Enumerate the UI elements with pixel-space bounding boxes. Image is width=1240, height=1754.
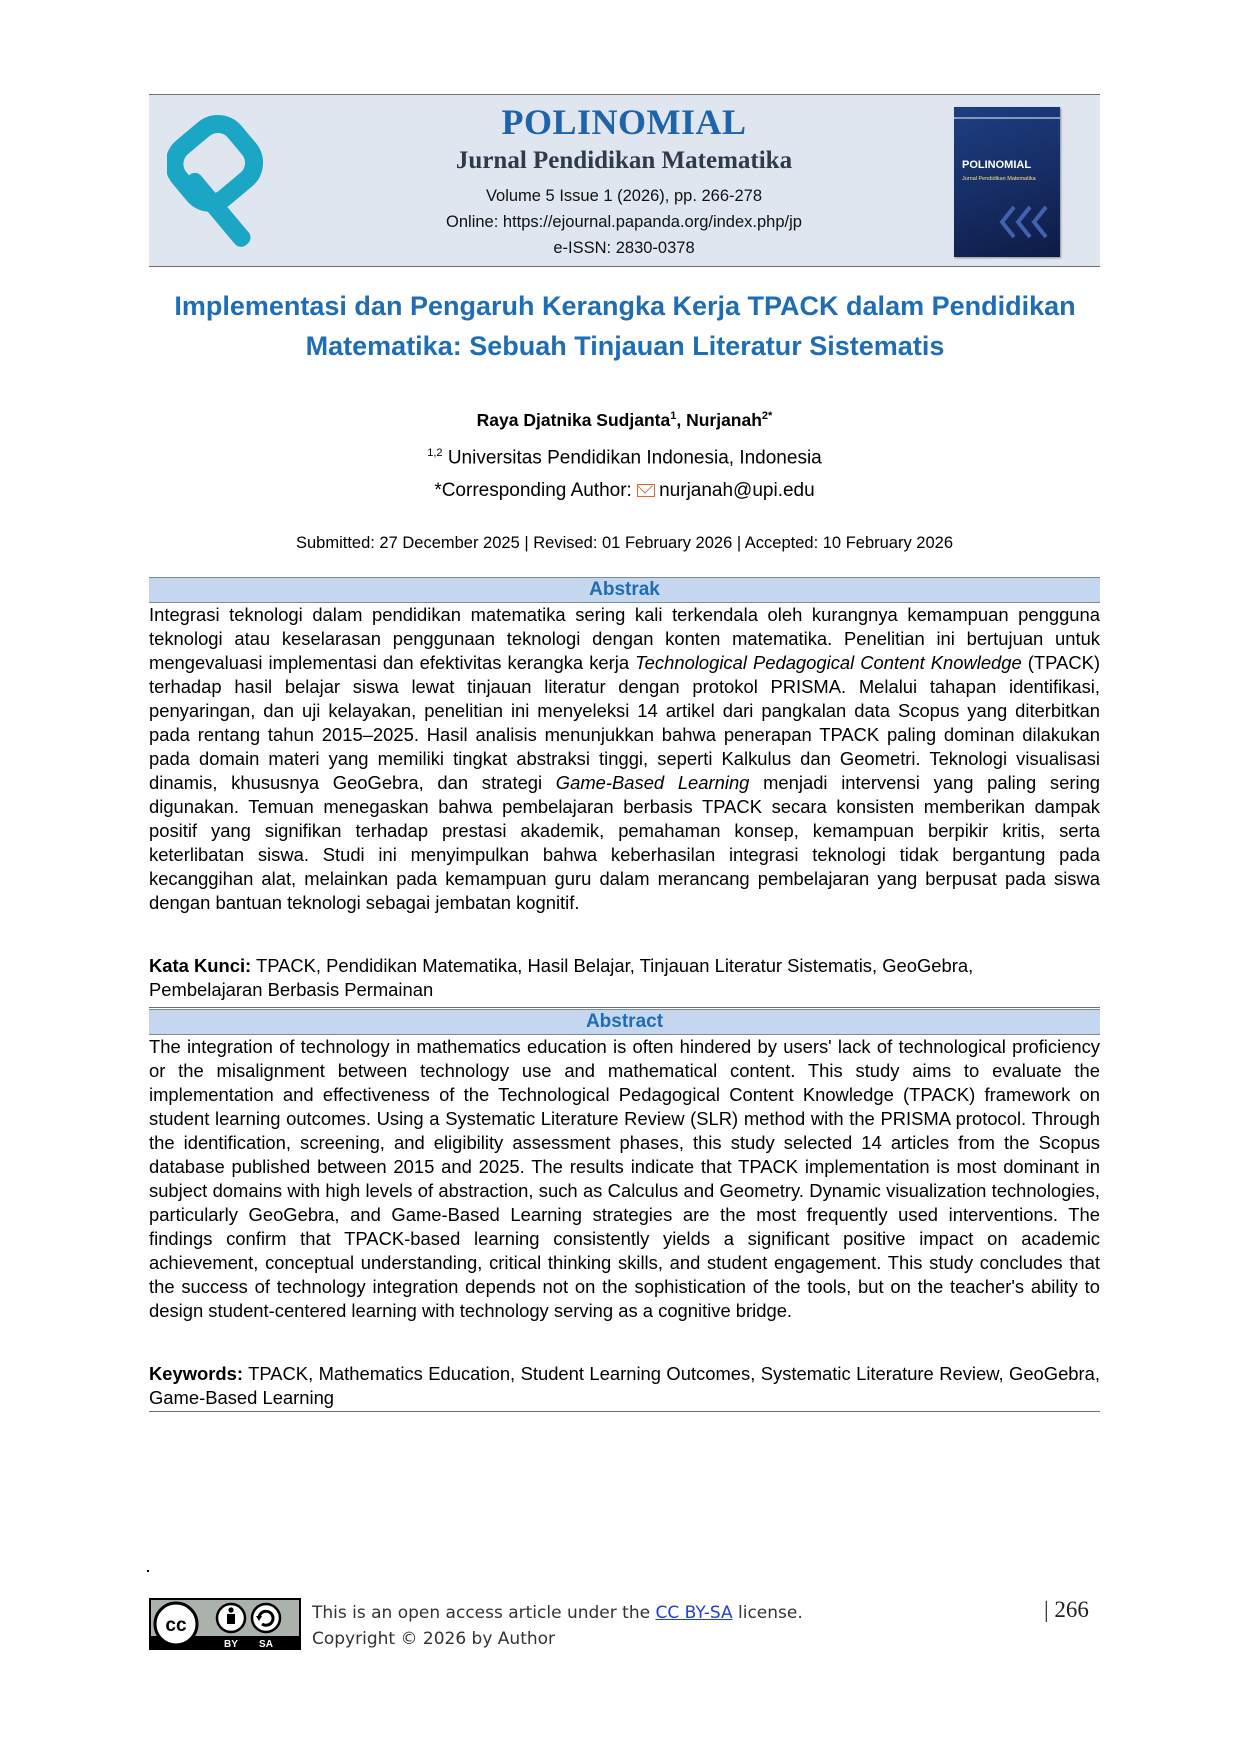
keywords-list: TPACK, Mathematics Education, Student Learning Outcomes, Systematic Literature Review, GeoGebra, Game-Based Learning <box>149 1363 1100 1408</box>
abstract-text: The integration of technology in mathematics education is often hindered by users' lack of technological proficiency or the misalignment between technology use and mathematical content. This study aims to evaluate the implementation and effectiveness of the Technological Pedagogical Content Knowledge (TPACK) framework on student learning outcomes. Using a Systematic Literature Review (SLR) method with the PRISMA protocol. Through the identification, screening, and eligibility assessment phases, this study selected 14 articles from the Scopus database published between 2015 and 2025. The results indicate that TPACK implementation is most dominant in subject domains with high levels of abstraction, such as Calculus and Geometry. Dynamic visualization technologies, particularly GeoGebra, and Game-Based Learning strategies are the most frequently used interventions. The findings confirm that TPACK-based learning consistently yields a significant positive impact on academic achievement, conceptual understanding, critical thinking skills, and student engagement. This study concludes that the success of technology integration depends not on the sophistication of the tools, but on the teacher's ability to design student-centered learning with technology serving as a cognitive bridge. <box>149 1036 1100 1321</box>
author-name: Nurjanah <box>686 410 762 430</box>
svg-text:cc: cc <box>165 1615 187 1636</box>
journal-online-url[interactable]: Online: https://ejournal.papanda.org/index.php/jp <box>446 213 802 231</box>
cover-chevrons-icon <box>994 202 1054 242</box>
abstrak-text <box>149 603 1100 915</box>
author-sup: 2* <box>761 410 773 423</box>
cover-subtitle: Jurnal Pendidikan Matematika <box>962 176 1036 182</box>
kata-kunci-label: Kata Kunci: <box>149 955 252 976</box>
cover-stripe <box>954 117 1060 119</box>
abstrak-text-part: (TPACK) terhadap hasil belajar siswa lewat tinjauan literatur dengan protokol PRISMA. Melalui tahapan identifikasi, penyaringan, dan uji kelayakan, penelitian ini menyeleksi 14 artikel dari pangkalan data Scopus yang diterbitkan pada rentang tahun 2015–2025. Hasil analisis menunjukkan bahwa penerapan TPACK paling dominan dilakukan pada domain materi yang memiliki tingkat abstraksi tinggi, seperti Kalkulus dan Geometri. Teknologi visualisasi dinamis, khususnya GeoGebra, dan strategi <box>149 652 1101 793</box>
abstrak-text-part: menjadi intervensi yang paling sering digunakan. Temuan menegaskan bahwa pembelajaran berbasis TPACK secara konsisten memberikan dampak positif yang signifikan terhadap prestasi akademik, pemahaman konsep, kemampuan berpikir kritis, serta keterlibatan siswa. Studi ini menyimpulkan bahwa keberhasilan integrasi teknologi tidak bergantung pada kecanggihan alat, melainkan pada kemampuan guru dalam merancang pembelajaran yang berpusat pada siswa dengan bantuan teknologi sebagai jembatan kognitif. <box>149 772 1100 913</box>
kata-kunci <box>149 954 979 1002</box>
license-line <box>312 1600 803 1626</box>
abstrak-heading: Abstrak <box>149 577 1100 603</box>
cc-label-by: BY <box>224 1639 238 1650</box>
author-sup: 1 <box>670 410 677 423</box>
copyright: Copyright © 2026 by Author <box>312 1629 556 1649</box>
article-title: Implementasi dan Pengaruh Kerangka Kerja TPACK dalam Pendidikan Matematika: Sebuah Tinjauan Literatur Sistematis <box>174 291 1076 361</box>
stray-dot <box>147 1570 149 1572</box>
license-notice <box>312 1600 803 1652</box>
journal-subtitle: Jurnal Pendidikan Matematika <box>455 147 793 174</box>
journal-header <box>149 94 1100 267</box>
divider <box>149 1007 1100 1008</box>
affiliation-text: Universitas Pendidikan Indonesia, Indonesia <box>447 447 822 469</box>
abstract-heading: Abstract <box>149 1009 1100 1035</box>
corresponding-author <box>149 480 1100 502</box>
page-number: | 266 <box>1044 1597 1089 1622</box>
corresponding-email[interactable]: nurjanah@upi.edu <box>659 480 815 501</box>
cc-by-sa-badge-icon[interactable] <box>149 1598 301 1650</box>
journal-issn: e-ISSN: 2830-0378 <box>553 239 695 257</box>
author-name: Raya Djatnika Sudjanta <box>476 410 671 430</box>
corresponding-label: *Corresponding Author: <box>434 480 632 501</box>
cover-title: POLINOMIAL <box>962 159 1032 171</box>
submission-dates: Submitted: 27 December 2025 | Revised: 01 February 2026 | Accepted: 10 February 2026 <box>295 534 954 552</box>
affiliation <box>149 447 1100 469</box>
kata-kunci-list: TPACK, Pendidikan Matematika, Hasil Belajar, Tinjauan Literatur Sistematis, GeoGebra, Pembelajaran Berbasis Permainan <box>149 955 974 1000</box>
keywords <box>149 1362 1100 1410</box>
journal-name: POLINOMIAL <box>501 102 747 142</box>
abstrak-italic-term: Technological Pedagogical Content Knowledge <box>635 652 1022 673</box>
keywords-label: Keywords: <box>149 1363 244 1384</box>
abstrak-text-part: Integrasi teknologi dalam pendidikan matematika sering kali terkendala oleh kurangnya kemampuan pengguna teknologi atau keselarasan penggunaan teknologi dengan konten matematika. Penelitian ini bertujuan untuk mengevaluasi implementasi dan efektivitas kerangka kerja <box>149 604 1100 673</box>
affiliation-sup: 1,2 <box>427 447 443 459</box>
license-link[interactable]: CC BY-SA <box>655 1603 733 1623</box>
cc-label-sa: SA <box>259 1639 273 1650</box>
license-suffix: license. <box>732 1603 803 1623</box>
journal-cover-image <box>954 107 1060 257</box>
license-prefix: This is an open access article under the <box>312 1603 656 1623</box>
journal-volume: Volume 5 Issue 1 (2026), pp. 266-278 <box>485 187 763 205</box>
mail-icon <box>637 484 655 497</box>
journal-logo-icon <box>167 111 291 251</box>
abstrak-italic-term: Game-Based Learning <box>555 772 750 793</box>
author-list: Raya Djatnika Sudjanta$^1$, Nurjanah$^{2*}$ <box>476 410 773 430</box>
divider <box>149 1411 1100 1412</box>
